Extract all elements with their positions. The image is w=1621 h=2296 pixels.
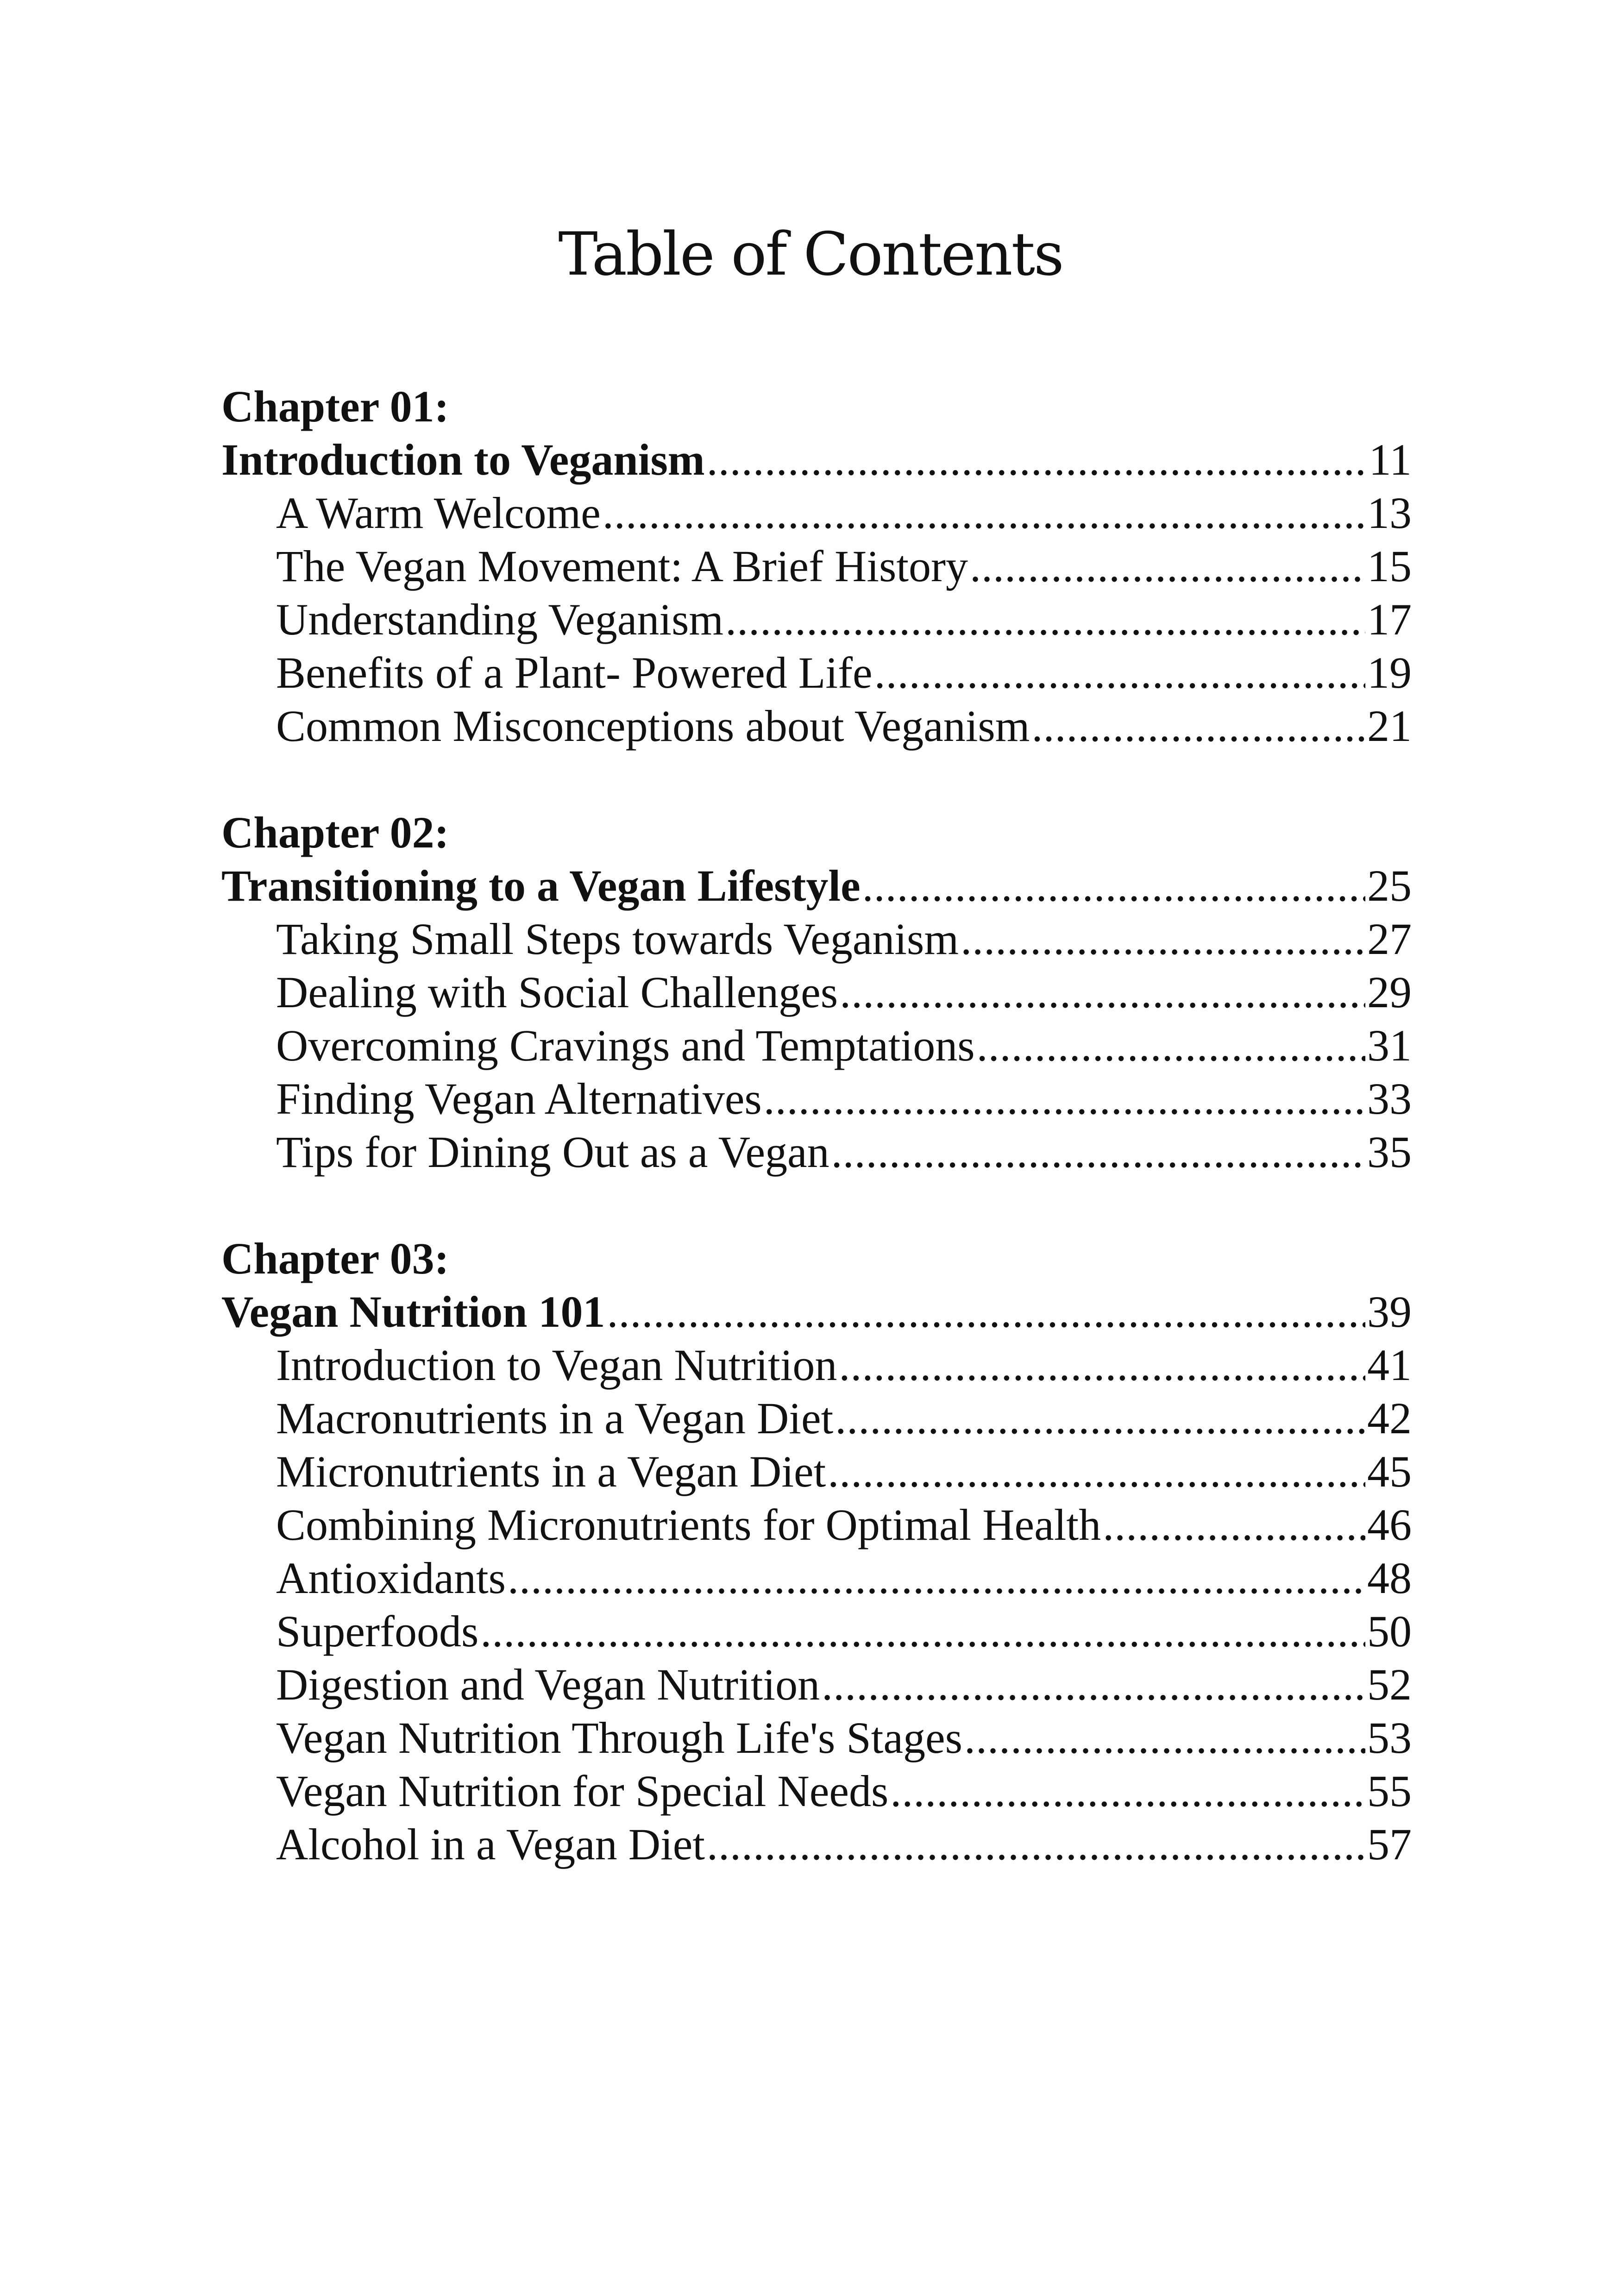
toc-section-entry[interactable] xyxy=(221,593,1412,646)
dot-leader xyxy=(764,1072,1365,1125)
dot-leader xyxy=(828,1445,1365,1498)
toc-section-entry[interactable] xyxy=(221,539,1412,593)
toc-section-entry[interactable] xyxy=(221,1605,1412,1658)
page-number: 55 xyxy=(1367,1766,1412,1816)
toc-section-entry[interactable] xyxy=(221,1764,1412,1818)
page-number: 27 xyxy=(1367,914,1412,964)
entry-title: Overcoming Cravings and Temptations xyxy=(276,1021,975,1070)
dot-leader xyxy=(964,1711,1365,1764)
page-number: 45 xyxy=(1367,1447,1412,1496)
dot-leader xyxy=(862,859,1365,912)
dot-leader xyxy=(831,1125,1365,1179)
toc-chapter-entry[interactable] xyxy=(221,433,1412,486)
page-number: 41 xyxy=(1367,1340,1412,1390)
toc-section-entry[interactable] xyxy=(221,1658,1412,1711)
dot-leader xyxy=(508,1551,1365,1605)
toc-section-entry[interactable] xyxy=(221,912,1412,966)
toc-chapter-entry[interactable] xyxy=(221,859,1412,912)
chapter-label: Chapter 03: xyxy=(221,1234,449,1283)
page-number: 50 xyxy=(1367,1606,1412,1656)
entry-title: Benefits of a Plant- Powered Life xyxy=(276,648,873,697)
dot-leader xyxy=(607,1285,1365,1338)
page-number: 52 xyxy=(1367,1660,1412,1709)
toc-section-entry[interactable] xyxy=(221,646,1412,699)
toc-section-entry[interactable] xyxy=(221,966,1412,1019)
page-number: 11 xyxy=(1369,435,1412,484)
page-number: 39 xyxy=(1367,1287,1412,1336)
toc-section-entry[interactable] xyxy=(221,1818,1412,1871)
page-number: 17 xyxy=(1367,595,1412,644)
toc-section-entry[interactable] xyxy=(221,1019,1412,1072)
toc-section-entry[interactable] xyxy=(221,1125,1412,1179)
page-number: 21 xyxy=(1367,701,1412,751)
dot-leader xyxy=(707,433,1367,486)
table-of-contents xyxy=(221,380,1412,1924)
toc-section-entry[interactable] xyxy=(221,1551,1412,1605)
page-number: 33 xyxy=(1367,1074,1412,1123)
entry-title: Introduction to Vegan Nutrition xyxy=(276,1340,837,1390)
entry-title: Micronutrients in a Vegan Diet xyxy=(276,1447,826,1496)
entry-title: Combining Micronutrients for Optimal Health xyxy=(276,1500,1101,1549)
entry-title: Transitioning to a Vegan Lifestyle xyxy=(221,861,861,910)
entry-title: Vegan Nutrition for Special Needs xyxy=(276,1766,889,1816)
entry-title: Common Misconceptions about Veganism xyxy=(276,701,1030,751)
page-number: 42 xyxy=(1367,1393,1412,1443)
page-number: 15 xyxy=(1367,541,1412,591)
chapter-03 xyxy=(221,1232,1412,1871)
toc-section-entry[interactable] xyxy=(221,1338,1412,1392)
dot-leader xyxy=(822,1658,1365,1711)
dot-leader xyxy=(970,539,1365,593)
dot-leader xyxy=(890,1764,1365,1818)
toc-section-entry[interactable] xyxy=(221,1392,1412,1445)
page-number: 57 xyxy=(1367,1819,1412,1869)
toc-section-entry[interactable] xyxy=(221,1445,1412,1498)
dot-leader xyxy=(1031,699,1365,753)
chapter-label: Chapter 01: xyxy=(221,382,449,431)
chapter-01 xyxy=(221,380,1412,753)
chapter-02 xyxy=(221,806,1412,1179)
dot-leader xyxy=(835,1392,1365,1445)
dot-leader xyxy=(874,646,1365,699)
entry-title: Dealing with Social Challenges xyxy=(276,967,838,1017)
entry-title: The Vegan Movement: A Brief History xyxy=(276,541,968,591)
entry-title: Taking Small Steps towards Veganism xyxy=(276,914,959,964)
entry-title: Macronutrients in a Vegan Diet xyxy=(276,1393,834,1443)
entry-title: Digestion and Vegan Nutrition xyxy=(276,1660,820,1709)
entry-title: Antioxidants xyxy=(276,1553,506,1603)
dot-leader xyxy=(707,1818,1365,1871)
dot-leader xyxy=(977,1019,1365,1072)
dot-leader xyxy=(1103,1498,1365,1551)
page-title: Table of Contents xyxy=(558,220,1063,289)
page-number: 13 xyxy=(1367,488,1412,538)
dot-leader xyxy=(725,593,1365,646)
entry-title: Finding Vegan Alternatives xyxy=(276,1074,762,1123)
dot-leader xyxy=(840,966,1365,1019)
toc-section-entry[interactable] xyxy=(221,1711,1412,1764)
page-number: 19 xyxy=(1367,648,1412,697)
page-number: 29 xyxy=(1367,967,1412,1017)
dot-leader xyxy=(480,1605,1365,1658)
toc-section-entry[interactable] xyxy=(221,699,1412,753)
page-number: 46 xyxy=(1367,1500,1412,1549)
page-number: 25 xyxy=(1367,861,1412,910)
page-number: 35 xyxy=(1367,1127,1412,1177)
entry-title: Superfoods xyxy=(276,1606,479,1656)
entry-title: A Warm Welcome xyxy=(276,488,601,538)
entry-title: Introduction to Veganism xyxy=(221,435,705,484)
toc-section-entry[interactable] xyxy=(221,486,1412,539)
toc-section-entry[interactable] xyxy=(221,1072,1412,1125)
page-number: 31 xyxy=(1367,1021,1412,1070)
toc-chapter-entry[interactable] xyxy=(221,1285,1412,1338)
dot-leader xyxy=(603,486,1365,539)
page-number: 53 xyxy=(1367,1713,1412,1763)
entry-title: Understanding Veganism xyxy=(276,595,724,644)
dot-leader xyxy=(839,1338,1365,1392)
chapter-label: Chapter 02: xyxy=(221,808,449,857)
page-number: 48 xyxy=(1367,1553,1412,1603)
entry-title: Alcohol in a Vegan Diet xyxy=(276,1819,705,1869)
dot-leader xyxy=(961,912,1365,966)
toc-section-entry[interactable] xyxy=(221,1498,1412,1551)
entry-title: Tips for Dining Out as a Vegan xyxy=(276,1127,829,1177)
entry-title: Vegan Nutrition 101 xyxy=(221,1287,605,1336)
entry-title: Vegan Nutrition Through Life's Stages xyxy=(276,1713,962,1763)
